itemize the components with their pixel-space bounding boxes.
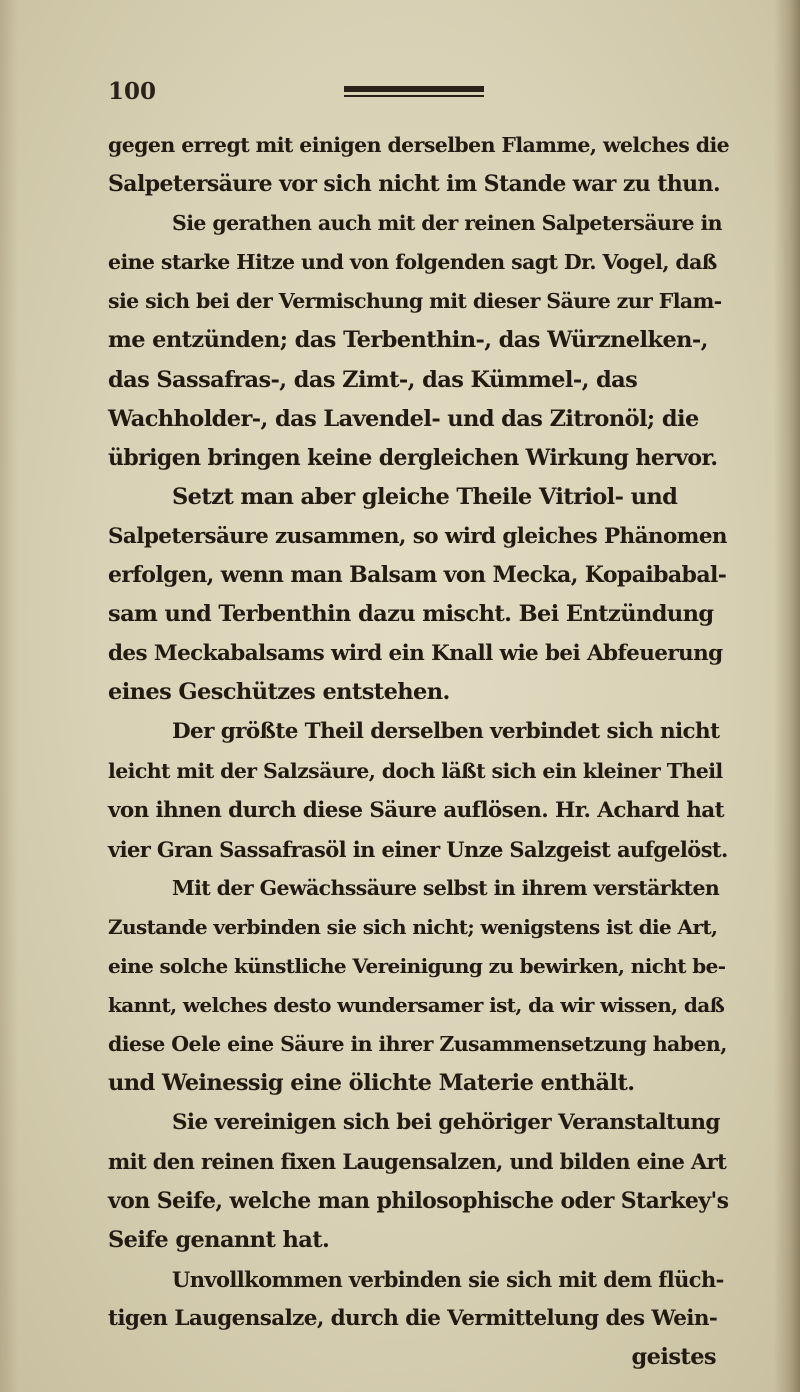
text-line: vier Gran Sassafrasöl in einer Unze Salzgeist aufgelöst. — [108, 836, 728, 862]
header-rule-thick — [344, 86, 484, 92]
text-line: Unvollkommen verbinden sie sich mit dem flüch- — [172, 1266, 724, 1292]
text-line: tigen Laugensalze, durch die Vermittelung des Wein- — [108, 1305, 718, 1331]
text-line: Sie vereinigen sich bei gehöriger Veranstaltung — [172, 1110, 720, 1136]
text-line: sie sich bei der Vermischung mit dieser Säure zur Flam- — [108, 289, 722, 314]
page-shadow-right — [774, 0, 800, 1392]
text-line: übrigen bringen keine dergleichen Wirkung hervor. — [108, 444, 718, 471]
text-line: kannt, welches desto wundersamer ist, da wir wissen, daß — [108, 993, 725, 1018]
body-text — [108, 126, 730, 1377]
text-line: Salpetersäure vor sich nicht im Stande war zu thun. — [108, 171, 721, 198]
text-line: Sie gerathen auch mit der reinen Salpetersäure in — [172, 211, 722, 236]
text-line: Zustande verbinden sie sich nicht; wenigstens ist die Art, — [108, 914, 718, 939]
text-line: Seife genannt hat. — [108, 1226, 330, 1253]
text-line: gegen erregt mit einigen derselben Flamme, welches die — [108, 133, 730, 157]
text-line: erfolgen, wenn man Balsam von Mecka, Kopaibabal- — [108, 562, 727, 589]
text-line: Mit der Gewächssäure selbst in ihrem verstärkten — [172, 875, 720, 900]
text-line: Salpetersäure zusammen, so wird gleiches Phänomen — [108, 523, 727, 549]
text-line: me entzünden; das Terbenthin-, das Würznelken-, — [108, 327, 708, 354]
text-line: sam und Terbenthin dazu mischt. Bei Entzündung — [108, 601, 714, 628]
page-header — [108, 72, 708, 108]
header-ornament-rule — [344, 86, 484, 100]
text-line: Der größte Theil derselben verbindet sich nicht — [172, 719, 720, 745]
text-line: von ihnen durch diese Säure auflösen. Hr. Achard hat — [108, 797, 724, 823]
text-line: des Meckabalsams wird ein Knall wie bei Abfeuerung — [108, 641, 723, 667]
text-line: Wachholder-, das Lavendel- und das Zitronöl; die — [108, 405, 699, 432]
text-line: Setzt man aber gleiche Theile Vitriol- und — [172, 483, 678, 510]
text-line: eines Geschützes entstehen. — [108, 679, 450, 706]
text-line: eine solche künstliche Vereinigung zu bewirken, nicht be- — [108, 953, 726, 978]
text-line: mit den reinen fixen Laugensalzen, und bilden eine Art — [108, 1149, 727, 1175]
text-line: leicht mit der Salzsäure, doch läßt sich ein kleiner Theil — [108, 758, 723, 783]
header-rule-thin — [344, 95, 484, 97]
text-line: das Sassafras-, das Zimt-, das Kümmel-, das — [108, 366, 638, 393]
text-line: eine starke Hitze und von folgenden sagt Dr. Vogel, daß — [108, 250, 717, 275]
text-line: diese Oele eine Säure in ihrer Zusammensetzung haben, — [108, 1032, 727, 1057]
text-line: von Seife, welche man philosophische oder Starkey's — [108, 1187, 729, 1214]
text-line: und Weinessig eine ölichte Materie enthält. — [108, 1070, 635, 1097]
catchword: geistes — [631, 1343, 716, 1370]
page-number: 100 — [108, 78, 157, 105]
page-shadow-left — [0, 0, 18, 1392]
